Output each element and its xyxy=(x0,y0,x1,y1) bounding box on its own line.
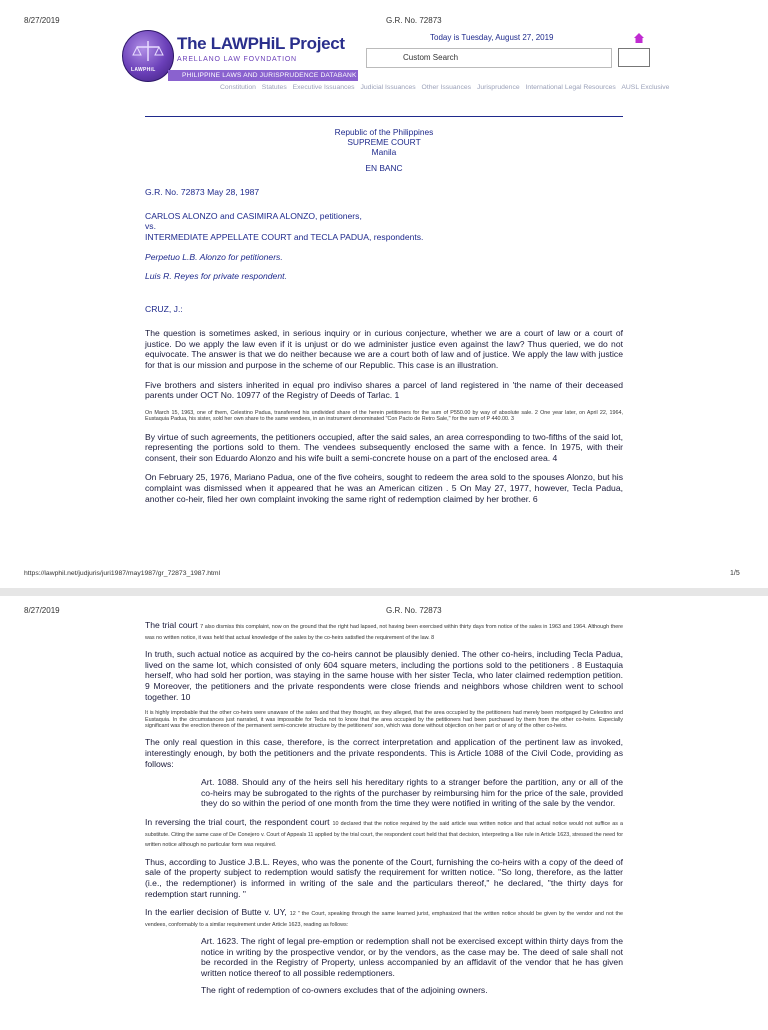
decision-body-1 xyxy=(145,127,623,504)
paragraph: In truth, such actual notice as acquired by the co-heirs cannot be plausibly denied. The other co-heirs, including Tecla Padua, lived on the same lot, which consisted of only 604 square meters, including the portions sold to the petitioners . 8 Eustaquia herself, who had sold her portion, was staying in the same house with her sister Tecla, who later claimed redemption petition. 9 Moreover, the petitioners and the private respondents were close friends and neighbors whose children went to school together. 10 xyxy=(145,649,623,702)
quote-art-1623: Art. 1623. The right of legal pre-emption or redemption shall not be exercised except within thirty days from the notice in writing by the prospective vendor, or by the vendors, as the case may be. The deed of sale shall not be recorded in the Registry of Property, unless accompanied by an affidavit of the vendor that he has given written notice thereof to all possible redemptioners. xyxy=(201,936,623,979)
nav-ausl[interactable]: AUSL Exclusive xyxy=(621,84,670,91)
paragraph: On February 25, 1976, Mariano Padua, one of the five coheirs, sought to redeem the area sold to the spouses Alonzo, but his complaint was dismissed when it appeared that he was an American citizen . 5 On May 27, 1977, however, Tecla Padua, another co-heir, filed her own complaint invoking the same right of redemption claimed by her brother. 6 xyxy=(145,472,623,504)
print-url[interactable]: https://lawphil.net/judjuris/juri1987/may1987/gr_72873_1987.html xyxy=(24,570,221,577)
inline-small: 10 declared that the notice required by the said article was written notice and that actual notice would not suffice as a substitute. Citing the same case of De Conejero v. Court of Appeals 11 applied by the trial court, the respondent court held that that decision, interpreting a like rule in Article 1623, stressed the need for written notice although no particular form was required. xyxy=(145,820,624,849)
logo-emblem xyxy=(122,30,174,82)
quote-redemption: The right of redemption of co-owners excludes that of the adjoining owners. xyxy=(201,984,488,995)
page-number: 1/5 xyxy=(730,570,740,577)
ponente: CRUZ, J.: xyxy=(145,303,183,314)
lawphil-logo[interactable] xyxy=(122,30,362,82)
logo-subtitle: ARELLANO LAW FOVNDATION xyxy=(177,56,297,63)
print-title: G.R. No. 72873 xyxy=(386,606,442,615)
home-icon[interactable] xyxy=(633,31,645,49)
nav-statutes[interactable]: Statutes xyxy=(261,84,287,91)
search-input[interactable] xyxy=(366,48,612,68)
paragraph: By virtue of such agreements, the petitioners occupied, after the said sales, an area corresponding to two-fifths of the said lot, representing the portions sold to them. The vendees subsequently enclosed the same with a fence. In 1975, with their consent, their son Eduardo Alonzo and his wife built a semi-concrete house on a part of the enclosed area. 4 xyxy=(145,431,623,463)
paragraph: The question is sometimes asked, in serious inquiry or in curious conjecture, whether we are a court of law or a court of justice. Do we apply the law even if it is unjust or do we administer justice even against the law? Thus queried, we do not equivocate. The answer is that we do neither because we are a court both of law and of justice. We apply the law with justice for that is our mission and purpose in the scheme of our Republic. This case is an illustration. xyxy=(145,328,623,370)
quote-art-1088: Art. 1088. Should any of the heirs sell his hereditary rights to a stranger before the partition, any or all of the co-heirs may be subrogated to the rights of the purchaser by reimbursing him for the price of the sale, provided they do so within the period of one month from the time they were notified in writing of the sale by the vendor. xyxy=(201,777,623,809)
nav-judicial[interactable]: Judicial Issuances xyxy=(360,84,416,91)
inline-small: 7 also dismiss this complaint, now on the ground that the right had lapsed, not having been exercised within thirty days from notice of the sales in 1963 and 1964. Although there was no written notice, it was held that actual knowledge of the sales by the co-heirs satisfied the requirement of the law. 8 xyxy=(145,624,624,641)
pdf-page-2 xyxy=(0,596,768,1030)
paragraph-small: On March 15, 1963, one of them, Celestino Padua, transferred his undivided share of the herein petitioners for the sum of P550.00 by way of absolute sale. 2 One year later, on April 22, 1964, Eustaquia Padua, his sister, sold her own share to the same vendees, in an instrument denominated "Con Pacto de Retro Sale," for the sum of P 440.00. 3 xyxy=(145,409,623,423)
logo-band xyxy=(168,70,358,81)
nav-jurisprudence[interactable]: Jurisprudence xyxy=(476,84,520,91)
decision-body-2 xyxy=(145,620,623,995)
paragraph: Five brothers and sisters inherited in equal pro indiviso shares a parcel of land registered in 'the name of their deceased parents under OCT No. 10977 of the Registry of Deeds of Tarlac. 1 xyxy=(145,379,623,401)
scales-icon xyxy=(123,31,173,81)
nav-international[interactable]: International Legal Resources xyxy=(525,84,616,91)
nav-executive[interactable]: Executive Issuances xyxy=(292,84,355,91)
case-number: G.R. No. 72873 May 28, 1987 xyxy=(145,187,260,197)
respondents: INTERMEDIATE APPELLATE COURT and TECLA PADUA, respondents. xyxy=(145,231,424,242)
counsel-petitioners: Perpetuo L.B. Alonzo for petitioners. xyxy=(145,252,283,263)
court-line-3: Manila xyxy=(371,147,397,157)
today-date: Today is Tuesday, August 27, 2019 xyxy=(430,33,554,42)
court-line-2: SUPREME COURT xyxy=(347,137,421,147)
print-title: G.R. No. 72873 xyxy=(386,16,442,25)
paragraph: The only real question in this case, therefore, is the correct interpretation and application of the pertinent law as invoked, interestingly enough, by both the petitioners and the private respondents. This is Article 1088 of the Civil Code, providing as follows: xyxy=(145,737,623,769)
inline-small: 12 " the Court, speaking through the same learned jurist, emphasized that the written notice should be given by the vendor and not the vendees, conformably to a similar requirement under Article 1623, reading as follows: xyxy=(145,911,623,928)
lead-text: The trial court xyxy=(145,620,198,630)
page-gap xyxy=(0,588,768,596)
versus: vs. xyxy=(145,221,156,232)
nav-other[interactable]: Other Issuances xyxy=(421,84,472,91)
nav-constitution[interactable]: Constitution xyxy=(220,84,256,91)
logo-emblem-text: LAWPHiL xyxy=(131,67,156,73)
en-banc: EN BANC xyxy=(365,163,403,173)
paragraph: Thus, according to Justice J.B.L. Reyes, who was the ponente of the Court, furnishing the co-heirs with a copy of the deed of sale of the property subject to redemption would satisfy the requirement for written notice. "So long, therefore, as the latter (i.e., the redemptioner) is informed in writing of the sale and the particulars thereof," he declared, "the thirty days for redemption start running. " xyxy=(145,856,623,899)
lead-text: In the earlier decision of Butte v. UY, xyxy=(145,907,287,918)
court-line-1: Republic of the Philippines xyxy=(334,127,434,137)
print-date: 8/27/2019 xyxy=(24,606,60,615)
paragraph-small: It is highly improbable that the other co-heirs were unaware of the sales and that they thought, as they alleged, that the area occupied by the petitioners had merely been mortgaged by Celestino and Eustaquia. In the circumstances just narrated, it was impossible for Tecla not to know that the area occupied by the petitioners had been purchased by them from the other co-heirs. Especially significant was the erection thereon of the permanent semi-concrete structure by the petitioners' son, which was done without objection on her part or of any of the other co-heirs. xyxy=(145,710,623,729)
print-date: 8/27/2019 xyxy=(24,16,60,25)
lead-text: In reversing the trial court, the respondent court xyxy=(145,816,330,827)
logo-band-text: PHILIPPINE LAWS AND JURISPRUDENCE DATABANK xyxy=(182,72,357,79)
counsel-respondent: Luis R. Reyes for private respondent. xyxy=(145,270,287,281)
logo-title: The LAWPHiL Project xyxy=(177,34,345,53)
search-button[interactable] xyxy=(618,48,650,67)
top-nav xyxy=(220,84,673,91)
divider xyxy=(145,116,623,117)
search-placeholder: Custom Search xyxy=(403,53,459,62)
petitioners: CARLOS ALONZO and CASIMIRA ALONZO, petitioners, xyxy=(145,210,362,221)
